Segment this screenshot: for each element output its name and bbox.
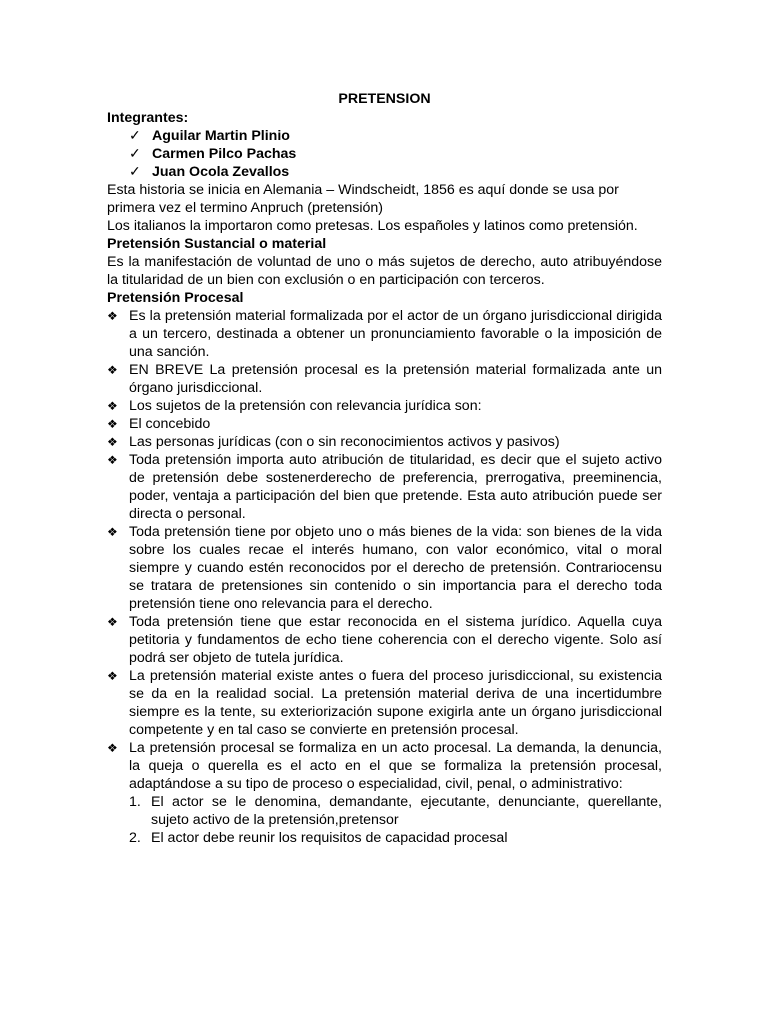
diamond-bullet-icon: ❖ [107, 615, 118, 629]
numbered-text: El actor se le denomina, demandante, ejecutante, denunciante, querellante, sujeto activo de la pretensión,pretensor [151, 794, 662, 828]
members-list [107, 127, 662, 181]
checkmark-icon: ✓ [129, 164, 141, 180]
bullet-item [107, 361, 662, 397]
bullet-text: Los sujetos de la pretensión con relevancia jurídica son: [129, 398, 482, 414]
bullet-item [107, 523, 662, 613]
bullet-text: La pretensión material existe antes o fuera del proceso jurisdiccional, su existencia se da en la realidad social. La pretensión material deriva de una incertidumbre siempre es la tente, su exteriorización supone exigirla ante un órgano jurisdiccional competente y en tal caso se convierte en pretensión procesal. [129, 668, 662, 738]
bullet-text: Es la pretensión material formalizada por el actor de un órgano jurisdiccional dirigida a un tercero, destinada a obtener un pronunciamiento favorable o la imposición de una sanción. [129, 308, 662, 360]
intro-paragraph: Esta historia se inicia en Alemania – Windscheidt, 1856 es aquí donde se usa por primera vez el termino Anpruch (pretensión) [107, 182, 619, 216]
bullet-item [107, 433, 662, 451]
intro-paragraph: Los italianos la importaron como pretesas. Los españoles y latinos como pretensión. [107, 218, 638, 234]
section-paragraph-material: Es la manifestación de voluntad de uno o más sujetos de derecho, auto atribuyéndose la titularidad de un bien con exclusión o en participación con terceros. [107, 254, 662, 288]
member-item [107, 127, 662, 145]
numbered-item [107, 829, 662, 847]
bullet-text: Toda pretensión importa auto atribución de titularidad, es decir que el sujeto activo de pretensión debe sostenerderecho de preferencia, prerrogativa, preeminencia, poder, ventaja a participación del bien que pretende. Esta auto atribución puede ser directa o personal. [129, 452, 662, 522]
member-item [107, 163, 662, 181]
section-heading-procesal: Pretensión Procesal [107, 290, 244, 306]
diamond-bullet-icon: ❖ [107, 741, 118, 755]
diamond-bullet-icon: ❖ [107, 525, 118, 539]
member-name: Aguilar Martin Plinio [152, 128, 290, 144]
document-title: PRETENSION [338, 91, 431, 107]
member-name: Carmen Pilco Pachas [152, 146, 297, 162]
diamond-bullet-icon: ❖ [107, 309, 118, 323]
section-heading-material: Pretensión Sustancial o material [107, 236, 327, 252]
diamond-bullet-icon: ❖ [107, 417, 118, 431]
diamond-bullet-icon: ❖ [107, 669, 118, 683]
bullet-text: Las personas jurídicas (con o sin reconocimientos activos y pasivos) [129, 434, 560, 450]
bullet-item [107, 667, 662, 739]
bullet-item [107, 613, 662, 667]
bullet-text: El concebido [129, 416, 211, 432]
diamond-bullet-icon: ❖ [107, 453, 118, 467]
bullet-text: Toda pretensión tiene que estar reconocida en el sistema jurídico. Aquella cuya petitoria y fundamentos de echo tiene coherencia con el derecho vigente. Solo así podrá ser objeto de tutela jurídica. [129, 614, 662, 666]
bullet-text: Toda pretensión tiene por objeto uno o más bienes de la vida: son bienes de la vida sobre los cuales recae el interés humano, con valor económico, vital o moral siempre y cuando estén reconocidos por el derecho de pretensión. Contrariocensu se tratara de pretensiones sin contenido o sin importancia para el derecho toda pretensión tiene ono relevancia para el derecho. [129, 524, 662, 612]
diamond-bullet-icon: ❖ [107, 399, 118, 413]
bullet-text: La pretensión procesal se formaliza en un acto procesal. La demanda, la denuncia, la queja o querella es el acto en el que se formaliza la pretensión procesal, adaptándose a su tipo de proceso o especialidad, civil, penal, o administrativo: [129, 740, 662, 792]
item-number: 2. [129, 830, 141, 846]
checkmark-icon: ✓ [129, 128, 141, 144]
procesal-bullet-list [107, 307, 662, 793]
member-item [107, 145, 662, 163]
bullet-item [107, 451, 662, 523]
bullet-item [107, 307, 662, 361]
bullet-item [107, 415, 662, 433]
checkmark-icon: ✓ [129, 146, 141, 162]
item-number: 1. [129, 794, 141, 810]
bullet-text: EN BREVE La pretensión procesal es la pretensión material formalizada ante un órgano jurisdiccional. [129, 362, 662, 396]
bullet-item [107, 397, 662, 415]
numbered-list [107, 793, 662, 847]
diamond-bullet-icon: ❖ [107, 435, 118, 449]
members-heading: Integrantes: [107, 110, 189, 126]
numbered-text: El actor debe reunir los requisitos de capacidad procesal [151, 830, 508, 846]
bullet-item [107, 739, 662, 793]
numbered-item [107, 793, 662, 829]
member-name: Juan Ocola Zevallos [152, 164, 290, 180]
diamond-bullet-icon: ❖ [107, 363, 118, 377]
